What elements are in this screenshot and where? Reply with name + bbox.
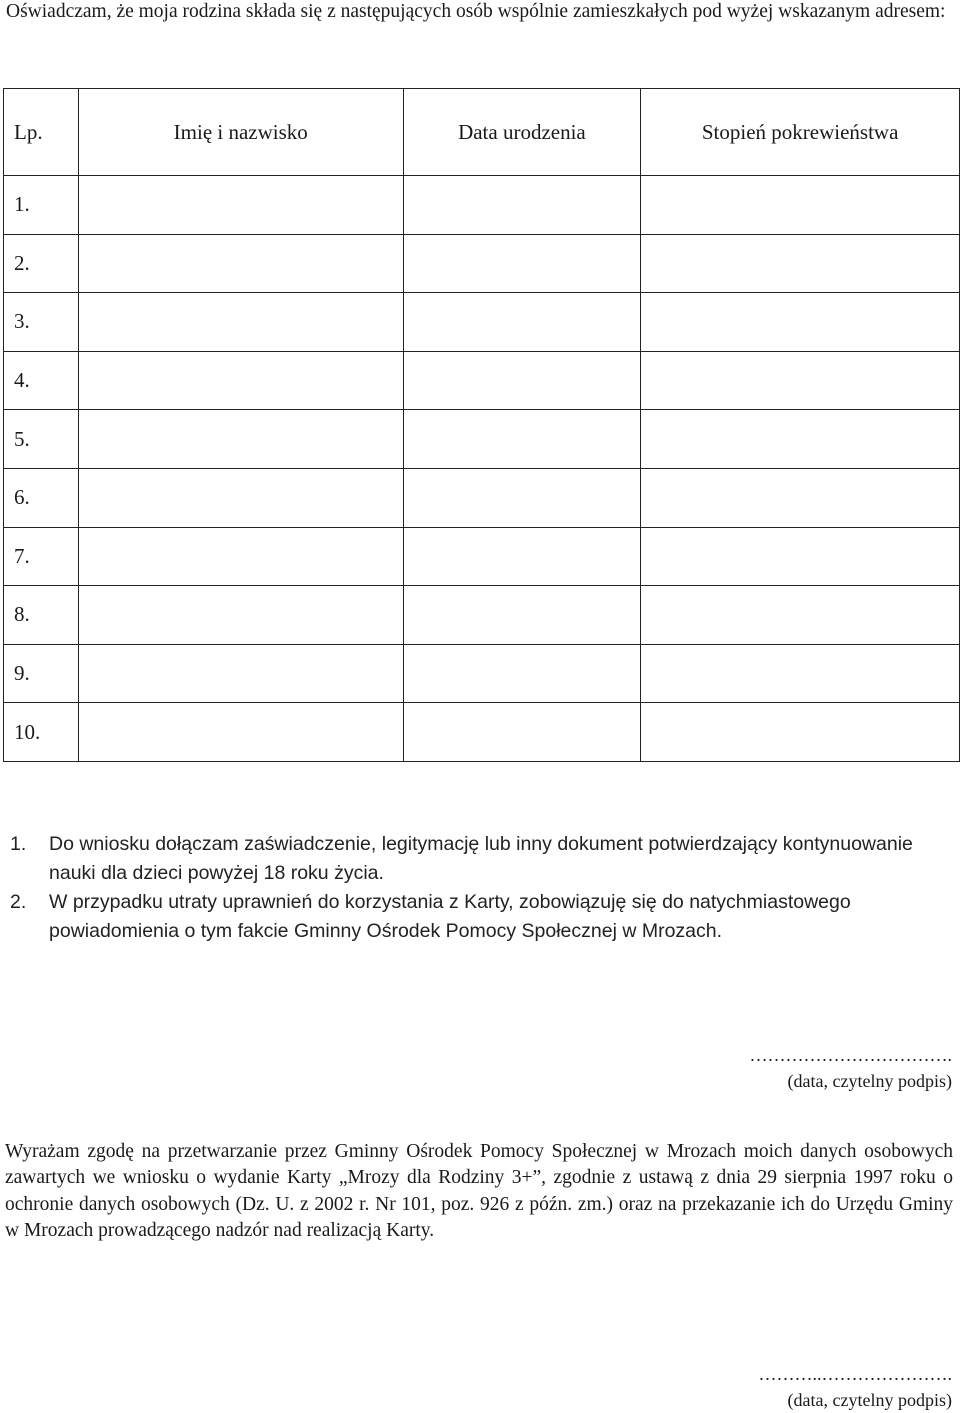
name-cell[interactable] (78, 468, 403, 527)
table-row (4, 293, 960, 352)
signature-line[interactable]: ……………………………. (749, 1045, 952, 1065)
signature-block-1 (750, 1042, 953, 1094)
table-row (4, 527, 960, 586)
name-cell[interactable] (78, 234, 403, 293)
header-relationship: Stopień pokrewieństwa (641, 89, 960, 176)
birthdate-cell[interactable] (403, 527, 641, 586)
row-number: 1. (4, 176, 79, 235)
relationship-cell[interactable] (641, 703, 960, 762)
relationship-cell[interactable] (641, 351, 960, 410)
relationship-cell[interactable] (641, 410, 960, 469)
note-text: W przypadku utraty uprawnień do korzystania z Karty, zobowiązuję się do natychmiastowego powiadomienia o tym fakcie Gminny Ośrodek Pomocy Społecznej w Mrozach. (49, 891, 851, 942)
name-cell[interactable] (78, 703, 403, 762)
signature-caption: (data, czytelny podpis) (787, 1071, 952, 1091)
birthdate-cell[interactable] (403, 351, 641, 410)
relationship-cell[interactable] (641, 234, 960, 293)
note-number: 1. (10, 833, 27, 855)
list-item (10, 830, 930, 888)
row-number: 7. (4, 527, 79, 586)
row-number: 2. (4, 234, 79, 293)
consent-statement: Wyrażam zgodę na przetwarzanie przez Gminny Ośrodek Pomocy Społecznej w Mrozach moich danych osobowych zawartych we wniosku o wydanie Karty „Mrozy dla Rodziny 3+”, zgodnie z ustawą z dnia 29 sierpnia 1997 roku o ochronie danych osobowych (Dz. U. z 2002 r. Nr 101, poz. 926 z późn. zm.) oraz na przekazanie ich do Urzędu Gminy w Mrozach prowadzącego nadzór nad realizacją Karty. (5, 1140, 953, 1241)
row-number: 4. (4, 351, 79, 410)
signature-line[interactable]: ………..…………………. (758, 1364, 952, 1384)
family-members-table (3, 88, 960, 762)
relationship-cell[interactable] (641, 586, 960, 645)
table-header-row (4, 89, 960, 176)
birthdate-cell[interactable] (403, 234, 641, 293)
relationship-cell[interactable] (641, 176, 960, 235)
list-item (10, 888, 930, 946)
table-row (4, 586, 960, 645)
table-row (4, 234, 960, 293)
table-row (4, 703, 960, 762)
name-cell[interactable] (78, 351, 403, 410)
birthdate-cell[interactable] (403, 410, 641, 469)
name-cell[interactable] (78, 586, 403, 645)
row-number: 8. (4, 586, 79, 645)
row-number: 10. (4, 703, 79, 762)
row-number: 6. (4, 468, 79, 527)
birthdate-cell[interactable] (403, 176, 641, 235)
relationship-cell[interactable] (641, 293, 960, 352)
name-cell[interactable] (78, 527, 403, 586)
row-number: 5. (4, 410, 79, 469)
name-cell[interactable] (78, 176, 403, 235)
relationship-cell[interactable] (641, 527, 960, 586)
row-number: 9. (4, 644, 79, 703)
birthdate-cell[interactable] (403, 644, 641, 703)
signature-block-2 (759, 1361, 953, 1413)
row-number: 3. (4, 293, 79, 352)
name-cell[interactable] (78, 410, 403, 469)
signature-caption: (data, czytelny podpis) (787, 1390, 952, 1410)
birthdate-cell[interactable] (403, 586, 641, 645)
note-text: Do wniosku dołączam zaświadczenie, legitymację lub inny dokument potwierdzający kontynuowanie nauki dla dzieci powyżej 18 roku życia. (49, 833, 913, 884)
birthdate-cell[interactable] (403, 703, 641, 762)
intro-statement: Oświadczam, że moja rodzina składa się z następujących osób wspólnie zamieszkałych pod wyżej wskazanym adresem: (6, 1, 946, 22)
relationship-cell[interactable] (641, 644, 960, 703)
table-row (4, 410, 960, 469)
header-name: Imię i nazwisko (78, 89, 403, 176)
table-row (4, 351, 960, 410)
header-lp: Lp. (4, 89, 79, 176)
name-cell[interactable] (78, 293, 403, 352)
note-number: 2. (10, 891, 27, 913)
birthdate-cell[interactable] (403, 468, 641, 527)
header-birthdate: Data urodzenia (403, 89, 641, 176)
birthdate-cell[interactable] (403, 293, 641, 352)
table-row (4, 176, 960, 235)
relationship-cell[interactable] (641, 468, 960, 527)
notes-list (10, 830, 930, 946)
table-row (4, 468, 960, 527)
table-row (4, 644, 960, 703)
name-cell[interactable] (78, 644, 403, 703)
